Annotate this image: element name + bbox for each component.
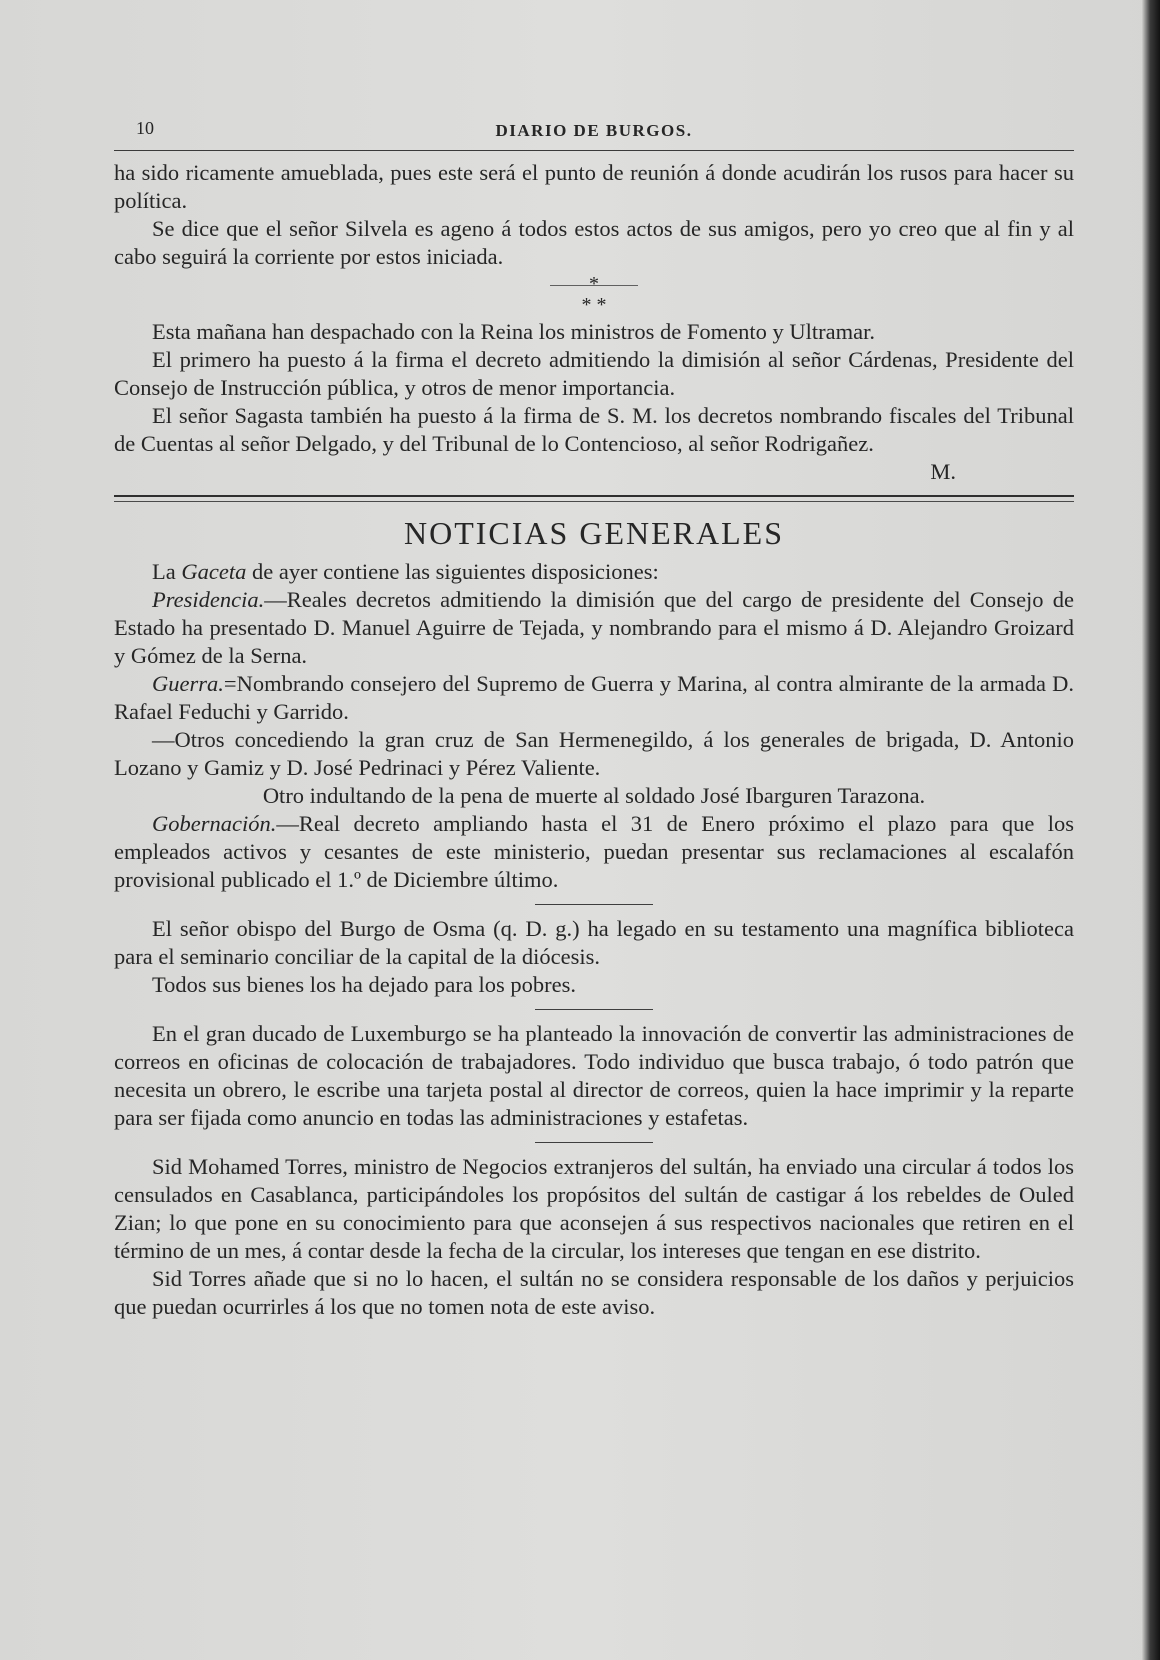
news-paragraph-guerra xyxy=(114,670,1074,726)
asterism-top: * xyxy=(589,273,599,295)
news-paragraph-obispo: Todos sus bienes los ha dejado para los pobres. xyxy=(152,972,576,997)
item-separator xyxy=(535,1142,653,1143)
news-paragraph-otros: —Otros concediendo la gran cruz de San Hermenegildo, á los generales de brigada, D. Antonio Lozano y Gamiz y D. José Pedrinaci y Pérez Valiente. xyxy=(114,727,1074,780)
news-paragraph-obispo: El señor obispo del Burgo de Osma (q. D. g.) ha legado en su testamento una magnífica biblioteca para el seminario conciliar de la capital de la diócesis. xyxy=(114,916,1074,969)
section-double-rule xyxy=(114,495,1074,502)
page-binding-edge xyxy=(1142,0,1160,1660)
ministry-label: Gobernación. xyxy=(152,811,277,836)
asterism-rule xyxy=(550,285,638,286)
news-text: =Nombrando consejero del Supremo de Guerra y Marina, al contra almirante de la armada D. Rafael Feduchi y Garrido. xyxy=(114,671,1074,724)
page-content xyxy=(114,118,1074,1321)
news-section xyxy=(114,516,1074,1321)
letter-paragraph: ha sido ricamente amueblada, pues este será el punto de reunión á donde acudirán los rusos para hacer su política. xyxy=(114,160,1074,213)
gaceta-title: Gaceta xyxy=(181,559,247,584)
letter-paragraph: Esta mañana han despachado con la Reina los ministros de Fomento y Ultramar. xyxy=(152,319,875,344)
section-title: NOTICIAS GENERALES xyxy=(404,515,784,551)
letter-paragraph: El señor Sagasta también ha puesto á la firma de S. M. los decretos nombrando fiscales del Tribunal de Cuentas al señor Delgado, y del Tribunal de lo Contencioso, al señor Rodrigañez. xyxy=(114,403,1074,456)
ministry-label: Presidencia. xyxy=(152,587,265,612)
news-paragraph-luxemburgo: En el gran ducado de Luxemburgo se ha planteado la innovación de convertir las administraciones de correos en oficinas de colocación de trabajadores. Todo individuo que busca trabajo, ó todo patrón que necesita un obrero, le escribe una tarjeta postal al director de correos, quien la hace imprimir y la reparte para ser fijada como anuncio en todas las administraciones y estafetas. xyxy=(114,1021,1074,1130)
item-separator xyxy=(535,1009,653,1010)
news-paragraph-torres: Sid Mohamed Torres, ministro de Negocios extranjeros del sultán, ha enviado una circular á todos los censulados en Casablanca, participándoles los propósitos del sultán de castigar á los rebeldes de Ouled Zian; lo que pone en su conocimiento para que aconsejen á sus respectivos nacionales que retiren en el término de un mes, á contar desde la fecha de la circular, los intereses que tengan en ese distrito. xyxy=(114,1154,1074,1263)
asterism-bottom: * * xyxy=(581,294,607,316)
page-number: 10 xyxy=(136,118,154,138)
letter-signature: M. xyxy=(930,459,956,484)
gaceta-intro xyxy=(114,558,1074,586)
gaceta-intro-text: La xyxy=(152,559,182,584)
news-paragraph-gobernacion xyxy=(114,810,1074,894)
letter-paragraph: El primero ha puesto á la firma el decreto admitiendo la dimisión al señor Cárdenas, Presidente del Consejo de Instrucción pública, y otros de menor importancia. xyxy=(114,347,1074,400)
news-paragraph-indulto: Otro indultando de la pena de muerte al soldado José Ibarguren Tarazona. xyxy=(262,783,926,808)
news-paragraph-presidencia xyxy=(114,586,1074,670)
ministry-label: Guerra. xyxy=(152,671,224,696)
letter-paragraph: Se dice que el señor Silvela es ageno á todos estos actos de sus amigos, pero yo creo que al fin y al cabo seguirá la corriente por estos iniciada. xyxy=(114,216,1074,269)
journal-title: DIARIO DE BURGOS. xyxy=(495,121,693,140)
asterism-divider xyxy=(114,274,1074,315)
news-paragraph-torres: Sid Torres añade que si no lo hacen, el sultán no se considera responsable de los daños y perjuicios que puedan ocurrirles á los que no tomen nota de este aviso. xyxy=(114,1266,1074,1319)
correspondence-section xyxy=(114,159,1074,486)
item-separator xyxy=(535,904,653,905)
news-text: —Reales decretos admitiendo la dimisión que del cargo de presidente del Consejo de Estado ha presentado D. Manuel Aguirre de Tejada, y nombrando para el mismo á D. Alejandro Groizard y Gómez de la Serna. xyxy=(114,587,1074,668)
running-header xyxy=(114,118,1074,151)
news-text: —Real decreto ampliando hasta el 31 de Enero próximo el plazo para que los empleados activos y cesantes de este ministerio, puedan presentar sus reclamaciones al escalafón provisional publicado el 1.º de Diciembre último. xyxy=(114,811,1074,892)
gaceta-intro-text: de ayer contiene las siguientes disposiciones: xyxy=(246,559,659,584)
